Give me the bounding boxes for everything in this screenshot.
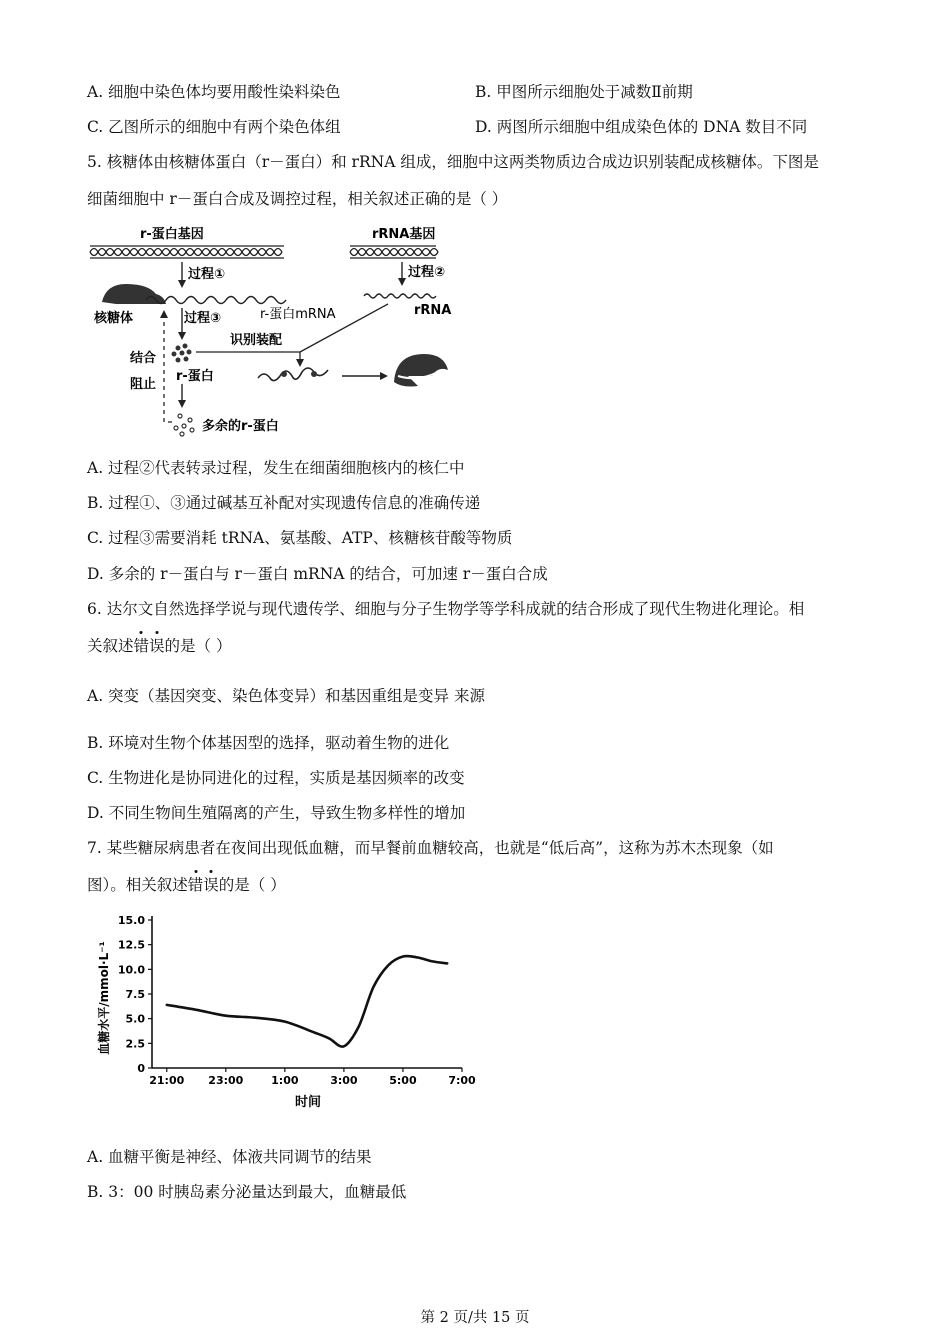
chart-y-axis-label: 血糖水平/mmol·L⁻¹ [97,941,111,1055]
page-footer: 第 2 页/共 15 页 [420,1310,530,1326]
q4-option-b: B. 甲图所示细胞处于减数Ⅱ前期 [475,83,693,101]
excess-r-protein-dots [174,414,194,436]
glucose-series-line [167,956,447,1047]
q5-option-a: A. 过程②代表转录过程，发生在细菌细胞核内的核仁中 [87,459,465,477]
x-tick-label: 5:00 [389,1074,417,1087]
q7-stem-line1: 7. 某些糖尿病患者在夜间出现低血糖，而早餐前血糖较高，也就是“低后高”，这称为苏木杰现象（如 [87,839,774,857]
q6-stem-line2 [87,635,231,657]
q4-option-a: A. 细胞中染色体均要用酸性染料染色 [87,83,341,101]
blood-glucose-chart [90,908,480,1113]
x-tick-label: 21:00 [149,1074,185,1087]
ribosome-diagram [88,222,468,442]
q7-emphasis-char-1: 错 [187,876,204,894]
assembly-complex [258,368,328,381]
final-ribosome [394,354,448,387]
r-protein-gene-dna [90,246,284,258]
r-protein-cluster [172,344,192,363]
y-tick-label: 7.5 [125,988,145,1001]
label-r-protein: r-蛋白 [176,369,214,384]
q6-stem-text-b: 的是（ ） [164,637,232,655]
y-tick-label: 0 [137,1062,145,1075]
q5-stem-line2: 细菌细胞中 r－蛋白合成及调控过程，相关叙述正确的是（ ） [87,190,508,208]
x-tick-label: 7:00 [448,1074,476,1087]
q6-emphasis-char-1: 错 [133,637,150,655]
rrna-gene-dna [350,246,438,258]
q6-option-b: B. 环境对生物个体基因型的选择，驱动着生物的进化 [87,734,450,752]
label-r-protein-mrna: r-蛋白mRNA [260,307,336,322]
q6-option-a: A. 突变（基因突变、染色体变异）和基因重组是变异 来源 [87,687,485,705]
r-protein-mrna [146,297,286,304]
label-process-2: 过程② [408,265,446,280]
q6-emphasis-char-2: 误 [149,637,165,655]
q7-emphasis-char-2: 误 [203,876,219,894]
feedback-dashed-line [164,314,174,422]
label-rrna: rRNA [414,303,452,318]
q7-stem-text-a: 图）。相关叙述 [87,876,188,894]
y-tick-label: 12.5 [117,938,145,952]
q6-option-d: D. 不同生物间生殖隔离的产生，导致生物多样性的增加 [87,804,466,822]
q7-option-a: A. 血糖平衡是神经、体液共同调节的结果 [87,1148,372,1166]
label-block: 阻止 [130,377,157,392]
label-bind: 结合 [130,351,157,366]
label-rrna-gene: rRNA基因 [372,227,436,242]
q6-stem-line1: 6. 达尔文自然选择学说与现代遗传学、细胞与分子生物学等学科成就的结合形成了现代生物进化理论。相 [87,600,805,618]
chart-x-ticks [149,1068,476,1087]
q5-option-b: B. 过程①、③通过碱基互补配对实现遗传信息的准确传递 [87,494,481,512]
q7-stem-text-b: 的是（ ） [218,876,286,894]
x-tick-label: 1:00 [271,1074,299,1087]
label-r-protein-gene: r-蛋白基因 [140,227,204,242]
y-tick-label: 10.0 [117,963,145,977]
y-tick-label: 15.0 [117,914,145,927]
y-tick-label: 2.5 [125,1037,145,1051]
q6-option-c: C. 生物进化是协同进化的过程，实质是基因频率的改变 [87,769,465,787]
y-tick-label: 5.0 [125,1012,145,1026]
q4-option-d: D. 两图所示细胞中组成染色体的 DNA 数目不同 [475,118,808,136]
chart-x-axis-label: 时间 [294,1095,322,1110]
q7-stem-line2 [87,874,286,896]
q4-option-c: C. 乙图所示的细胞中有两个染色体组 [87,118,341,136]
chart-y-ticks [118,914,152,1075]
label-process-3: 过程③ [184,311,222,326]
label-process-1: 过程① [188,267,226,282]
label-ribosome: 核糖体 [94,311,134,326]
q5-stem-line1: 5. 核糖体由核糖体蛋白（r－蛋白）和 rRNA 组成，细胞中这两类物质边合成边识别装配成核糖体。下图是 [87,153,819,171]
x-tick-label: 3:00 [330,1074,358,1087]
rrna-strand [364,294,436,298]
q7-option-b: B. 3：00 时胰岛素分泌量达到最大，血糖最低 [87,1183,407,1201]
x-tick-label: 23:00 [208,1074,244,1087]
label-excess-r-protein: 多余的r-蛋白 [202,419,279,434]
q5-option-d: D. 多余的 r－蛋白与 r－蛋白 mRNA 的结合，可加速 r－蛋白合成 [87,565,548,583]
label-recognize-assemble: 识别装配 [230,333,283,348]
q5-option-c: C. 过程③需要消耗 tRNA、氨基酸、ATP、核糖核苷酸等物质 [87,529,513,547]
chart-axes [152,916,462,1068]
q6-stem-text-a: 关叙述 [87,637,134,655]
